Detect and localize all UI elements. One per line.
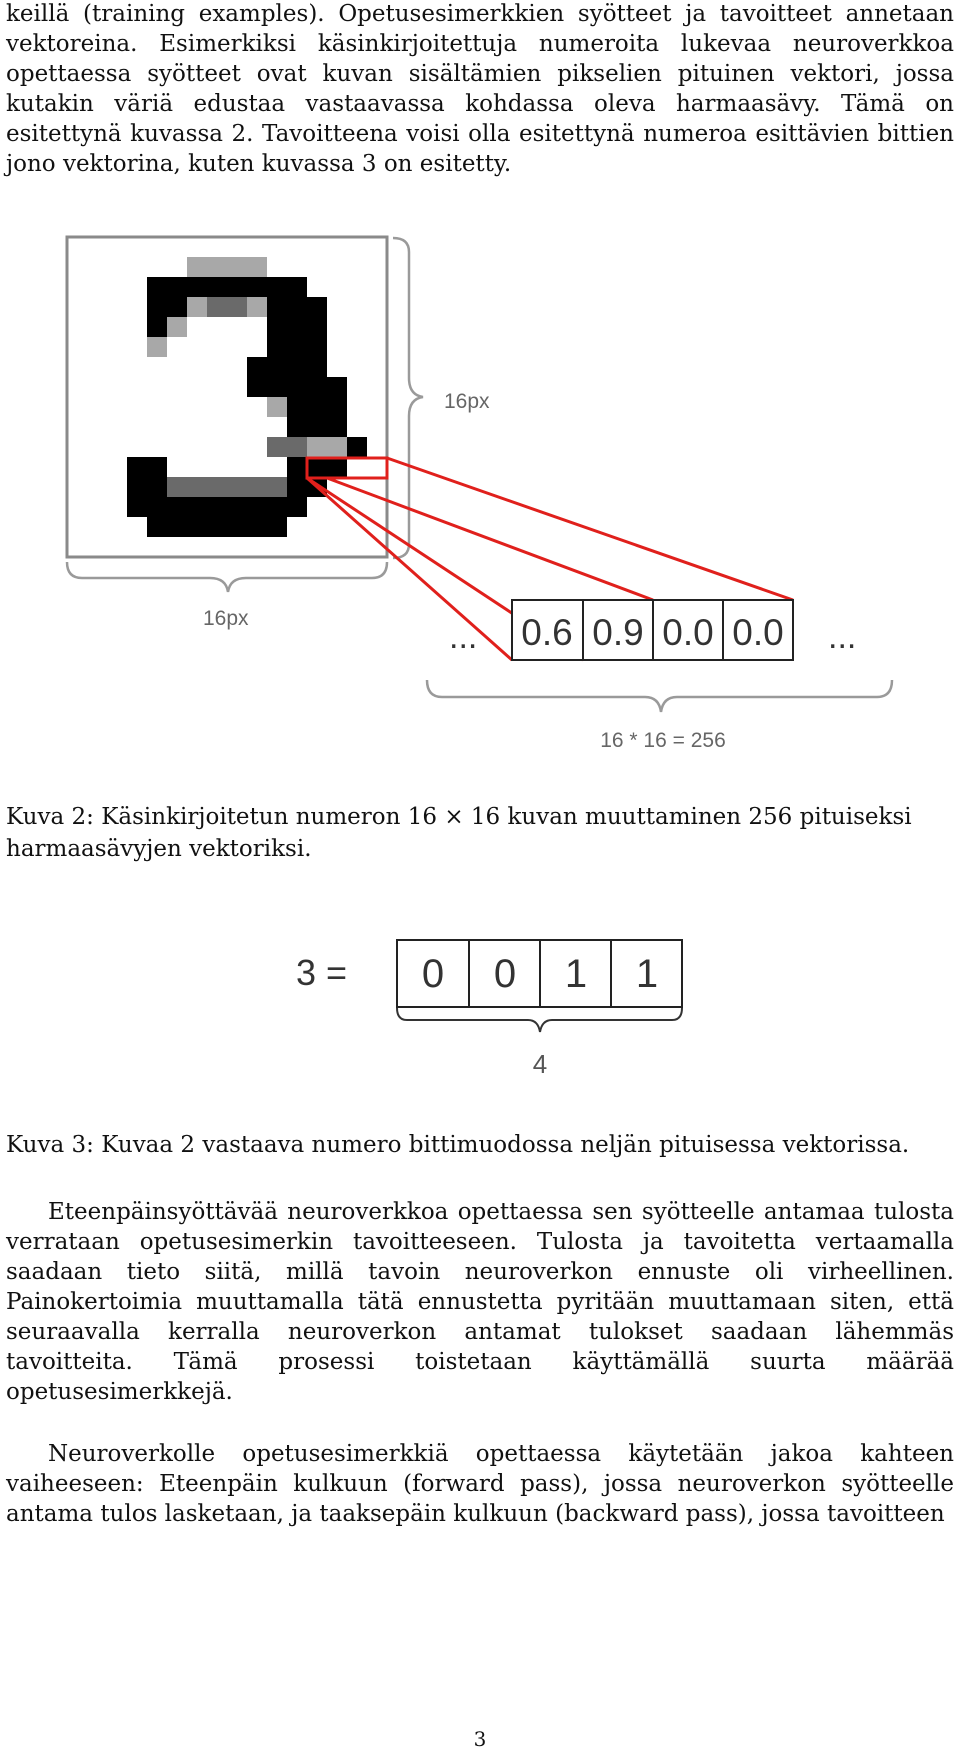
digit-pixel — [187, 257, 207, 277]
vector-value: 0.9 — [592, 612, 644, 653]
digit-pixel — [287, 277, 307, 297]
digit-pixel — [127, 477, 147, 497]
digit-pixel — [227, 257, 247, 277]
digit-pixel — [127, 457, 147, 477]
digit-pixel — [187, 517, 207, 537]
bit-value: 0 — [493, 952, 517, 996]
digit-pixel — [187, 497, 207, 517]
digit-pixel — [287, 337, 307, 357]
bit-value: 1 — [564, 952, 588, 996]
digit-pixel — [267, 357, 287, 377]
digit-pixel — [147, 337, 167, 357]
vector-length-brace — [427, 680, 892, 712]
digit-pixel — [267, 297, 287, 317]
digit-pixel — [247, 277, 267, 297]
digit-pixel — [247, 517, 267, 537]
digit-pixel — [287, 437, 307, 457]
digit-pixel — [147, 517, 167, 537]
digit-pixel — [127, 497, 147, 517]
figure-2 — [0, 205, 960, 905]
digit-pixel — [327, 457, 347, 477]
digit-pixel — [347, 437, 367, 457]
digit-pixel — [307, 417, 327, 437]
digit-pixel — [147, 457, 167, 477]
digit-pixel — [167, 477, 187, 497]
intro-paragraph: keillä (training examples). Opetusesimerkkien syötteet ja tavoitteet annetaan vektoreina. Esimerkiksi käsinkirjoitettuja numeroita lukevaa neuroverkkoa opettaessa syötteet ovat kuvan sisältämien pikselien pituinen vektori, jossa kutakin väriä edustaa vastaavassa kohdassa oleva harmaasävy. Tämä on esitettynä kuvassa 2. Tavoitteena voisi olla esitettynä numeroa esittävien bittien jono vektorina, kuten kuvassa 3 on esitetty. — [6, 1, 954, 177]
digit-pixel — [147, 297, 167, 317]
digit-pixel — [207, 297, 227, 317]
digit-pixel — [327, 377, 347, 397]
digit-pixel — [287, 377, 307, 397]
digit-pixel — [287, 497, 307, 517]
figure-2-caption: Kuva 2: Käsinkirjoitetun numeron 16 × 16 kuvan muuttaminen 256 pituiseksi harmaasävyjen vektoriksi. — [6, 804, 912, 862]
digit-pixel — [327, 397, 347, 417]
digit-pixel — [267, 337, 287, 357]
bit-length-label: 4 — [532, 1049, 548, 1079]
figure-3-lhs: 3 = — [296, 952, 348, 993]
width-brace — [67, 562, 387, 592]
digit-pixel — [207, 277, 227, 297]
width-label: 16px — [203, 607, 249, 630]
digit-pixel — [287, 357, 307, 377]
digit-pixel — [167, 277, 187, 297]
digit-pixel — [267, 397, 287, 417]
digit-pixel — [287, 417, 307, 437]
digit-pixel — [327, 437, 347, 457]
digit-pixel — [187, 277, 207, 297]
figure-3-caption: Kuva 3: Kuvaa 2 vastaava numero bittimuodossa neljän pituisessa vektorissa. — [6, 1132, 910, 1158]
digit-pixel — [307, 317, 327, 337]
bit-length-brace — [397, 1008, 682, 1032]
digit-pixel — [267, 277, 287, 297]
digit-pixel — [267, 517, 287, 537]
vector-length-label: 16 * 16 = 256 — [600, 729, 726, 752]
ellipsis-left: ... — [449, 618, 478, 656]
digit-pixel — [187, 477, 207, 497]
digit-pixel — [307, 357, 327, 377]
digit-pixel — [307, 377, 327, 397]
page-number: 3 — [473, 1727, 487, 1751]
digit-pixel — [207, 257, 227, 277]
digit-pixel — [307, 437, 327, 457]
vector-value: 0.0 — [662, 612, 714, 653]
digit-pixel — [167, 517, 187, 537]
digit-pixel — [147, 477, 167, 497]
digit-pixel — [227, 477, 247, 497]
gray-vector — [512, 600, 793, 660]
vector-value: 0.0 — [732, 612, 784, 653]
digit-pixel — [207, 477, 227, 497]
digit-pixel — [167, 297, 187, 317]
digit-pixel — [307, 297, 327, 317]
bit-vector — [397, 940, 682, 1007]
digit-pixel — [167, 317, 187, 337]
bit-value: 1 — [635, 952, 659, 996]
digit-pixel — [187, 297, 207, 317]
digit-pixel — [207, 517, 227, 537]
digit-pixel — [327, 417, 347, 437]
digit-pixel — [247, 297, 267, 317]
height-brace — [393, 238, 423, 558]
digit-pixel — [307, 337, 327, 357]
digit-pixel — [267, 437, 287, 457]
digit-pixel — [267, 377, 287, 397]
digit-pixel — [267, 497, 287, 517]
digit-pixel — [287, 397, 307, 417]
training-paragraph: Eteenpäinsyöttävää neuroverkkoa opettaessa sen syötteelle antamaa tulosta verrataan opetusesimerkin tavoitteeseen. Tulosta ja tavoitetta vertaamalla saadaan tieto siitä, millä tavoin neuroverkon ennuste oli virheellinen. Painokertoimia muuttamalla tätä ennustetta pyritään muuttamaan siten, että seuraavalla kerralla neuroverkon antamat tulokset saadaan lähemmäs tavoitteita. Tämä prosessi toistetaan käyttämällä suurta määrää opetusesimerkkejä. — [6, 1199, 954, 1405]
vector-value: 0.6 — [521, 612, 573, 653]
digit-pixel — [307, 457, 327, 477]
digit-pixel — [227, 497, 247, 517]
digit-pixel — [147, 317, 167, 337]
digit-pixel — [147, 497, 167, 517]
digit-pixel — [227, 277, 247, 297]
digit-pixel — [287, 317, 307, 337]
digit-pixel — [227, 517, 247, 537]
connector-line — [387, 458, 793, 600]
digit-pixel — [247, 497, 267, 517]
digit-pixel — [207, 497, 227, 517]
digit-pixel — [247, 477, 267, 497]
digit-pixel — [247, 357, 267, 377]
figure-3 — [0, 930, 960, 1090]
digit-pixel — [147, 277, 167, 297]
digit-pixel — [267, 317, 287, 337]
ellipsis-right: ... — [828, 618, 857, 656]
digit-pixel — [247, 377, 267, 397]
bit-value: 0 — [421, 952, 445, 996]
digit-pixel — [307, 397, 327, 417]
height-label: 16px — [444, 390, 490, 413]
digit-pixel — [227, 297, 247, 317]
digit-pixel — [287, 297, 307, 317]
digit-pixel — [267, 477, 287, 497]
digit-pixel — [287, 477, 307, 497]
digit-pixel — [247, 257, 267, 277]
digit-pixel — [167, 497, 187, 517]
digit-pixel — [287, 457, 307, 477]
phases-paragraph: Neuroverkolle opetusesimerkkiä opettaessa käytetään jakoa kahteen vaiheeseen: Eteenpäin kulkuun (forward pass), jossa neuroverkon syötteelle antama tulos lasketaan, ja taaksepäin kulkuun (backward pass), jossa tavoitteen — [6, 1441, 954, 1527]
